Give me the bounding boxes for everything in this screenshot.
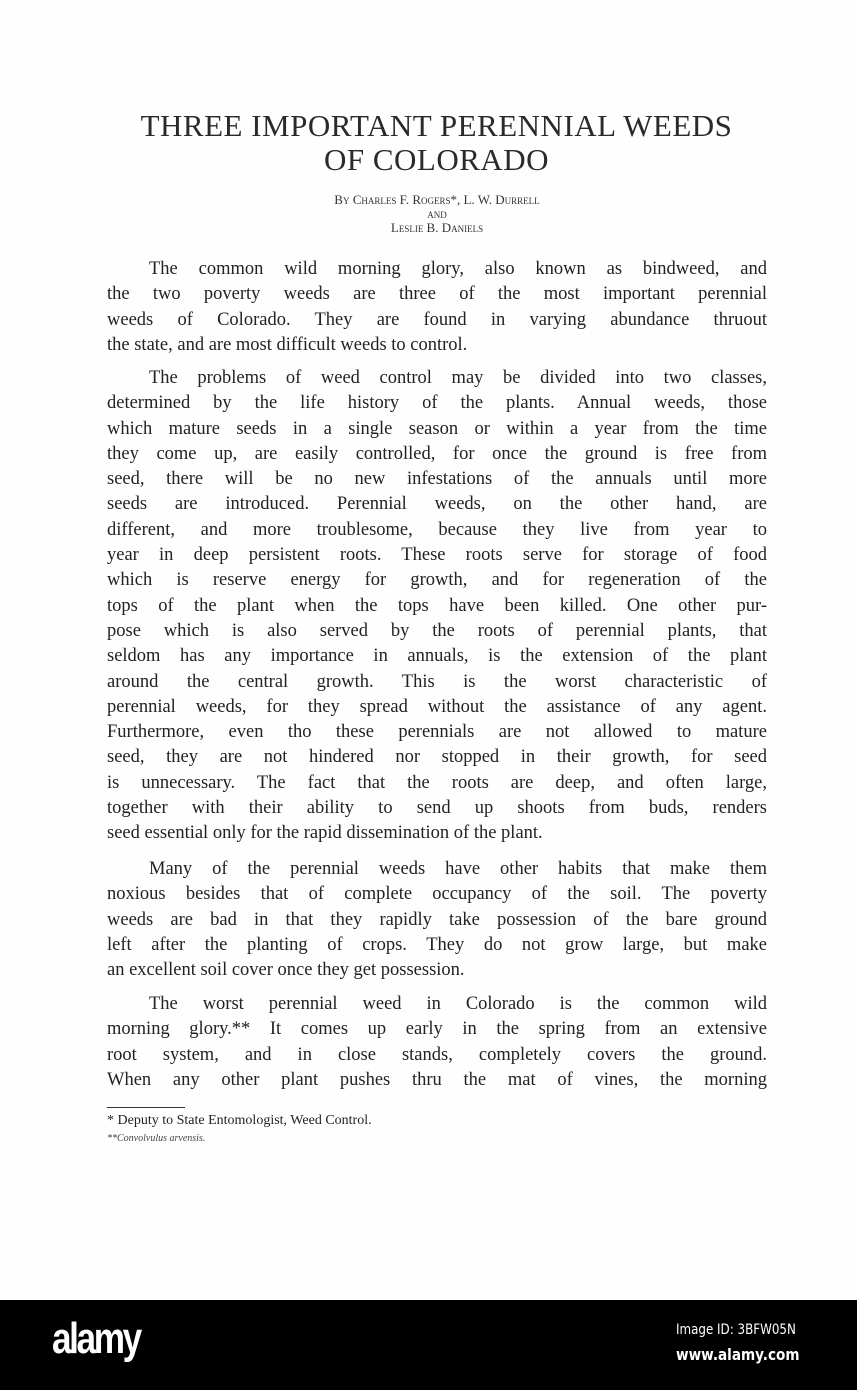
text-line: Furthermore, even tho these perennials are not allowed to mature <box>107 722 767 743</box>
text-line: The worst perennial weed in Colorado is the common wild <box>149 994 767 1014</box>
text-line: noxious besides that of complete occupancy of the soil. The poverty <box>107 884 767 905</box>
text-line: left after the planting of crops. They do not grow large, but make <box>107 934 767 955</box>
text-line: together with their ability to send up shoots from buds, renders <box>107 798 767 819</box>
paragraph-4 <box>107 992 767 1093</box>
image-id: Image ID: 3BFW05N <box>676 1322 796 1338</box>
paragraph-2 <box>107 366 767 847</box>
footnote-2: **Convolvulus arvensis. <box>107 1133 206 1144</box>
byline-authors: By Charles F. Rogers*, L. W. Durrell <box>334 192 540 207</box>
text-line: The problems of weed control may be divided into two classes, <box>149 368 767 388</box>
text-line: weeds of Colorado. They are found in varying abundance thruout <box>107 309 767 330</box>
text-line: Many of the perennial weeds have other habits that make them <box>149 859 767 879</box>
text-line: pose which is also served by the roots of perennial plants, that <box>107 620 767 641</box>
text-line: weeds are bad in that they rapidly take possession of the bare ground <box>107 909 767 930</box>
byline-and: and <box>427 206 447 221</box>
text-line: seeds are introduced. Perennial weeds, on the other hand, are <box>107 494 767 515</box>
title-line-1: THREE IMPORTANT PERENNIAL WEEDS <box>140 108 733 143</box>
text-line: determined by the life history of the plants. Annual weeds, those <box>107 393 767 414</box>
text-line: The common wild morning glory, also known as bindweed, and <box>149 259 767 279</box>
text-line: different, and more troublesome, because they live from year to <box>107 519 767 540</box>
text-line: root system, and in close stands, completely covers the ground. <box>107 1044 767 1065</box>
watermark-bar <box>0 1300 857 1390</box>
watermark-url: www.alamy.com <box>676 1345 800 1364</box>
text-line: seed, there will be no new infestations of the annuals until more <box>107 469 767 490</box>
text-line: seed, they are not hindered nor stopped in their growth, for seed <box>107 747 767 768</box>
text-line: which is reserve energy for growth, and for regeneration of the <box>107 570 767 591</box>
footnote-rule <box>107 1107 185 1108</box>
text-line: which mature seeds in a single season or within a year from the time <box>107 418 767 439</box>
text-line: morning glory.** It comes up early in the spring from an extensive <box>107 1019 767 1040</box>
byline-author-3: Leslie B. Daniels <box>390 220 484 235</box>
text-line: the state, and are most difficult weeds to control. <box>107 334 468 355</box>
text-line: an excellent soil cover once they get possession. <box>107 960 465 981</box>
paragraph-3 <box>107 857 767 983</box>
text-line: perennial weeds, for they spread without the assistance of any agent. <box>107 696 767 717</box>
text-line: they come up, are easily controlled, for once the ground is free from <box>107 443 767 464</box>
text-line: is unnecessary. The fact that the roots are deep, and often large, <box>107 772 767 793</box>
text-line: seldom has any importance in annuals, is the extension of the plant <box>107 646 767 667</box>
paragraph-1 <box>107 257 767 358</box>
text-line: seed essential only for the rapid dissemination of the plant. <box>107 823 543 844</box>
alamy-logo: alamy <box>52 1314 140 1363</box>
footnote-1: * Deputy to State Entomologist, Weed Control. <box>107 1113 372 1128</box>
text-line: year in deep persistent roots. These roots serve for storage of food <box>107 545 767 566</box>
text-line: the two poverty weeds are three of the most important perennial <box>107 284 767 305</box>
text-line: around the central growth. This is the worst characteristic of <box>107 671 767 692</box>
text-line: When any other plant pushes thru the mat of vines, the morning <box>107 1069 767 1090</box>
title-line-2: OF COLORADO <box>323 142 550 177</box>
text-line: tops of the plant when the tops have been killed. One other pur- <box>107 595 767 616</box>
